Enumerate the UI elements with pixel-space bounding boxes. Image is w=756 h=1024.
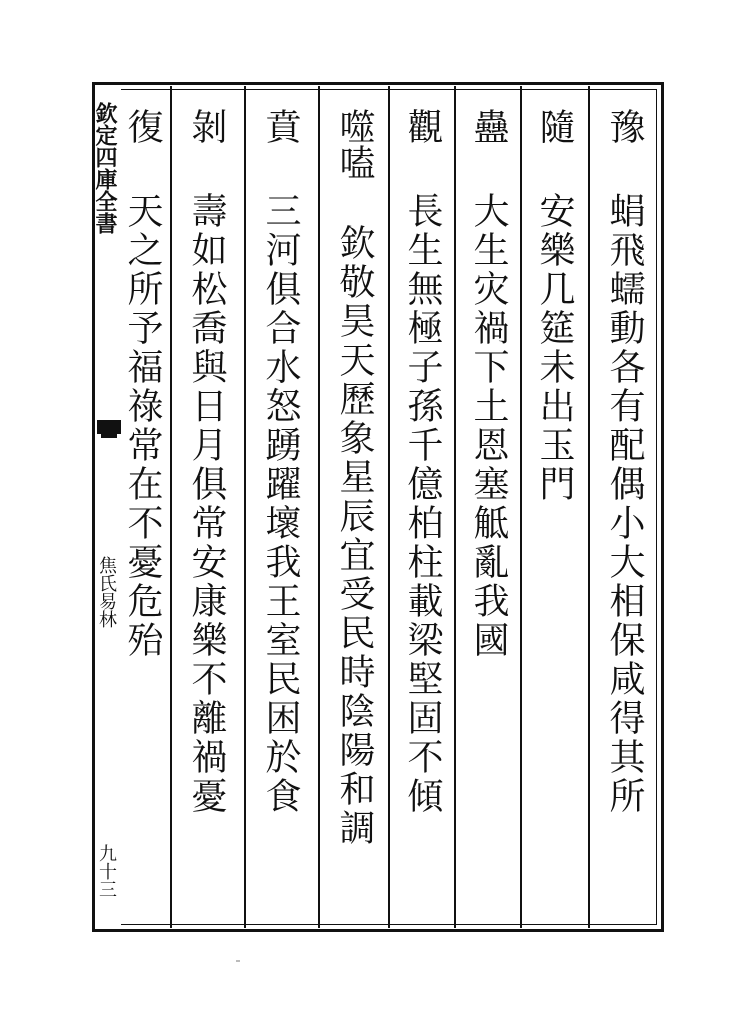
hexagram-heading: 賁 xyxy=(260,108,301,144)
verse-text: 大生灾禍下土恩塞觝亂我國 xyxy=(468,192,509,660)
hexagram-heading: 剝 xyxy=(186,108,227,144)
column-rule xyxy=(588,86,590,928)
column-rule xyxy=(244,86,246,928)
hexagram-heading: 觀 xyxy=(402,108,443,144)
text-column-bi xyxy=(248,96,312,926)
book-name: 焦氏易林 xyxy=(96,556,117,628)
hexagram-heading: 復 xyxy=(122,108,163,144)
page-number: 九十三 xyxy=(96,844,117,898)
text-column-fu xyxy=(110,96,174,926)
spine-title: 欽定四庫全書 xyxy=(92,102,118,234)
hexagram-heading: 隨 xyxy=(534,108,575,144)
text-column-gu xyxy=(456,96,520,926)
text-column-sui xyxy=(522,96,586,926)
verse-text: 三河俱合水怒踴躍壞我王室民困於食 xyxy=(260,192,301,816)
text-column-shihe xyxy=(322,96,386,926)
scan-speck xyxy=(236,960,240,962)
text-column-guan xyxy=(390,96,454,926)
hexagram-heading: 噬嗑 xyxy=(334,108,375,180)
column-rule xyxy=(318,86,320,928)
verse-text: 壽如松喬與日月俱常安康樂不離禍憂 xyxy=(186,192,227,816)
verse-text: 蜎飛蠕動各有配偶小大相保咸得其所 xyxy=(604,192,645,816)
verse-text: 長生無極子孫千億柏柱載梁堅固不傾 xyxy=(402,192,443,816)
verse-text: 安樂几筵未出玉門 xyxy=(534,192,575,504)
text-column-yu xyxy=(592,96,656,926)
verse-text: 天之所予福祿常在不憂危殆 xyxy=(122,192,163,660)
text-column-bo xyxy=(174,96,238,926)
verse-text: 欽敬昊天歷象星辰宜受民時陰陽和調 xyxy=(334,224,375,848)
hexagram-heading: 蠱 xyxy=(468,108,509,144)
hexagram-heading: 豫 xyxy=(604,108,645,144)
